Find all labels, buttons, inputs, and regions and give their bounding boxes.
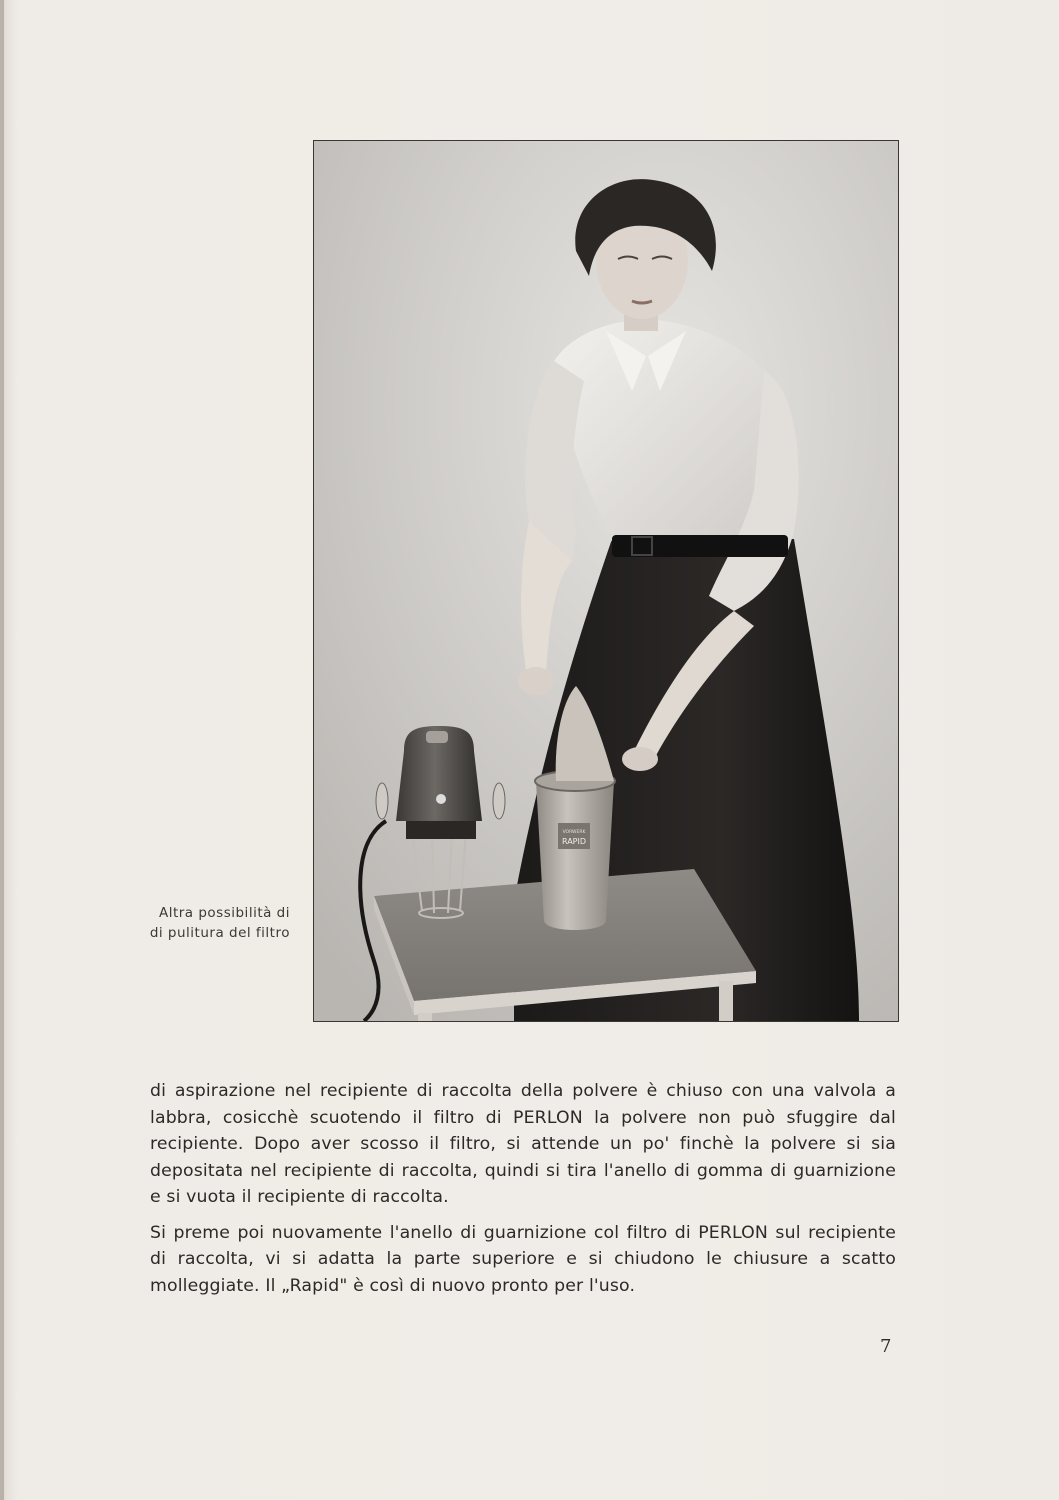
paragraph-1: di aspirazione nel recipiente di raccolta della polvere è chiuso con una valvola a labbra, cosicchè scuotendo il filtro di PERLON la polvere non può sfuggire dal recipiente. Dopo aver scosso il filtro, si attende un po' finchè la polvere si sia depositata nel recipiente di raccolta, quindi si tira l'anello di gomma di guarnizione e si vuota il recipiente di raccolta.: [150, 1081, 896, 1207]
page-number: 7: [880, 1336, 892, 1357]
product-photo: [313, 140, 899, 1022]
photo-caption: [100, 903, 290, 943]
container-product-label: RAPID: [561, 837, 587, 846]
container-brand-label: VORWERK: [562, 830, 586, 835]
caption-line-2: di pulitura del filtro: [149, 925, 290, 941]
paragraph-2: Si preme poi nuovamente l'anello di guarnizione col filtro di PERLON sul recipiente di raccolta, vi si adatta la parte superiore e si chiudono le chiusure a scatto molleggiate. Il „Rapid" è così di nuovo pronto per l'uso.: [150, 1222, 896, 1296]
caption-line-1: Altra possibilità di: [158, 905, 290, 921]
page-spine-edge: [0, 0, 4, 1500]
body-text: [150, 1078, 896, 1308]
